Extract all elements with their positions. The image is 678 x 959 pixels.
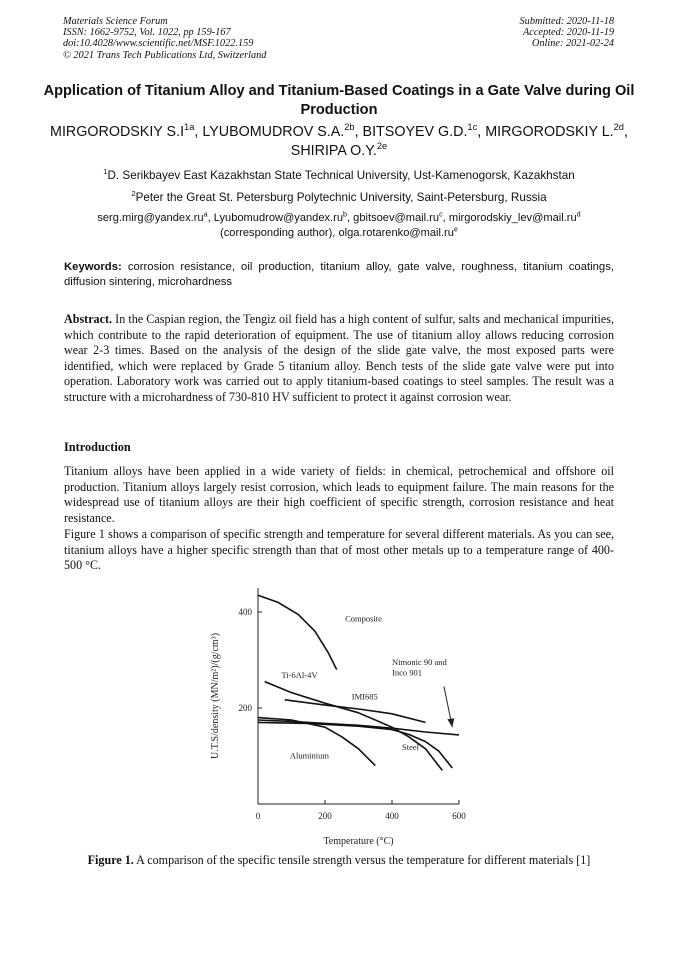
submitted-date: Submitted: 2020-11-18 — [519, 16, 614, 27]
keywords-text: corrosion resistance, oil production, titanium alloy, gate valve, roughness, titanium coatings, diffusion sintering, microhardness — [64, 261, 614, 288]
body-paragraph: Titanium alloys have been applied in a wide variety of fields: in chemical, petrochemical and offshore oil production. Titanium alloys largely resist corrosion, which leads to equipment failure. The main reasons for the widespread use of titanium alloys are their high coefficient of specific strength, corrosion resistance and heat resistance. — [64, 464, 614, 525]
series-annotation: Steel — [402, 742, 420, 753]
figure-caption — [64, 852, 614, 868]
abstract — [64, 312, 614, 406]
series-annotation: Inco 901 — [392, 667, 422, 678]
abstract-text: In the Caspian region, the Tengiz oil field has a high content of sulfur, salts and mechanical impurities, which contribute to the rapid deterioration of equipment. The use of titanium alloy allows reducing corrosion wear 2-3 times. Based on the analysis of the design of the slide gate valve, the most exposed parts were identified, which were replaced by Grade 5 titanium alloy. Bench tests of the slide gate valve were put into operation. Laboratory work was carried out to apply titanium-based coatings to steel samples. The result was a structure with a microhardness of 730-810 HV sufficient to protect it against corrosion wear. — [64, 312, 614, 404]
y-tick-label: 200 — [238, 703, 252, 713]
figure-1-chart — [200, 582, 480, 850]
section-heading: Introduction — [64, 440, 131, 454]
journal-copyright: © 2021 Trans Tech Publications Ltd, Switzerland — [63, 49, 267, 61]
submission-dates — [520, 16, 614, 50]
journal-info — [63, 16, 266, 61]
x-tick-label: 400 — [385, 811, 399, 821]
author-name: MIRGORODSKIY L. — [485, 124, 614, 140]
author-affiliation-mark: 1c — [467, 122, 478, 133]
series-annotation: Nimonic 90 and — [392, 656, 447, 667]
accepted-date: Accepted: 2020-11-19 — [522, 27, 614, 39]
series-line-composite — [258, 595, 337, 669]
journal-name: Materials Science Forum — [63, 16, 168, 27]
journal-issn: ISSN: 1662-9752, Vol. 1022, pp 159-167 — [63, 27, 231, 39]
author-name: LYUBOMUDROV S.A. — [202, 124, 345, 140]
author-affiliation-mark: 2e — [376, 141, 388, 152]
abstract-label: Abstract. — [64, 312, 113, 326]
body-paragraph: Figure 1 shows a comparison of specific strength and temperature for several different materials. As you can see, titanium alloys have a higher specific strength than that of most other metals up to a temperature range of 400-500 °C. — [64, 527, 614, 573]
x-axis-label: Temperature (°C) — [323, 836, 394, 847]
author-affiliation-mark: 2d — [613, 122, 624, 133]
keywords-label: Keywords: — [64, 261, 122, 273]
chart-svg — [200, 582, 480, 850]
y-axis-label: U.T.S/density (MN/m²)/(g/cm³) — [210, 632, 221, 760]
journal-doi: doi:10.4028/www.scientific.net/MSF.1022.159 — [63, 38, 254, 50]
y-tick-label: 400 — [238, 607, 252, 617]
affiliation-2: $^2$Peter the Great St. Petersburg Polytechnic University, Saint-Petersburg, Russia — [131, 189, 547, 204]
figure-caption-text: A comparison of the specific tensile strength versus the temperature for different materials [1] — [136, 853, 591, 867]
author-name: BITSOYEV G.D. — [362, 124, 468, 140]
x-tick-label: 600 — [452, 811, 466, 821]
series-annotation: Ti-6Al-4V — [281, 670, 318, 681]
author-affiliation-mark: 2b — [344, 122, 355, 133]
annotation-arrowhead — [447, 718, 454, 727]
online-date: Online: 2021-02-24 — [531, 38, 614, 50]
series-line-steel — [258, 722, 452, 768]
series-annotation: IMI685 — [351, 691, 378, 702]
series-annotation: Composite — [345, 613, 382, 624]
paper-title: Application of Titanium Alloy and Titanium-Based Coatings in a Gate Valve during Oil Production — [43, 83, 635, 118]
keywords — [64, 260, 614, 290]
author-emails: $serg.mirg@yandex.ru^a$, $Lyubomudrow@yandex.ru^b$, $gbitsoev@mail.ru^c$, $mirgorodskiy\_lev@mail.ru^d$ (corresponding author), $olga.rotarenko@mail.ru^e$ — [97, 209, 581, 239]
figure-caption-label: Figure 1. — [87, 853, 134, 867]
series-annotation: Aluminium — [289, 750, 330, 761]
x-tick-label: 200 — [318, 811, 332, 821]
author-list: MIRGORODSKIY $S.I^{1a}$, LYUBOMUDROV S.A.$^{2b}$, BITSOYEV G.D.$^{1c}$, MIRGORODSKIY L.$^{2d}$, SHIRIPA O.Y.$^{2e}$ — [50, 122, 628, 159]
author-name: SHIRIPA O.Y. — [290, 143, 377, 159]
x-tick-label: 0 — [255, 811, 261, 821]
author-name: MIRGORODSKIY S.I — [50, 124, 185, 140]
author-affiliation-mark: 1a — [184, 122, 195, 133]
affiliation-1: $^1$D. Serikbayev East Kazakhstan State Technical University, Ust-Kamenogorsk, Kazakhstan — [103, 167, 575, 182]
